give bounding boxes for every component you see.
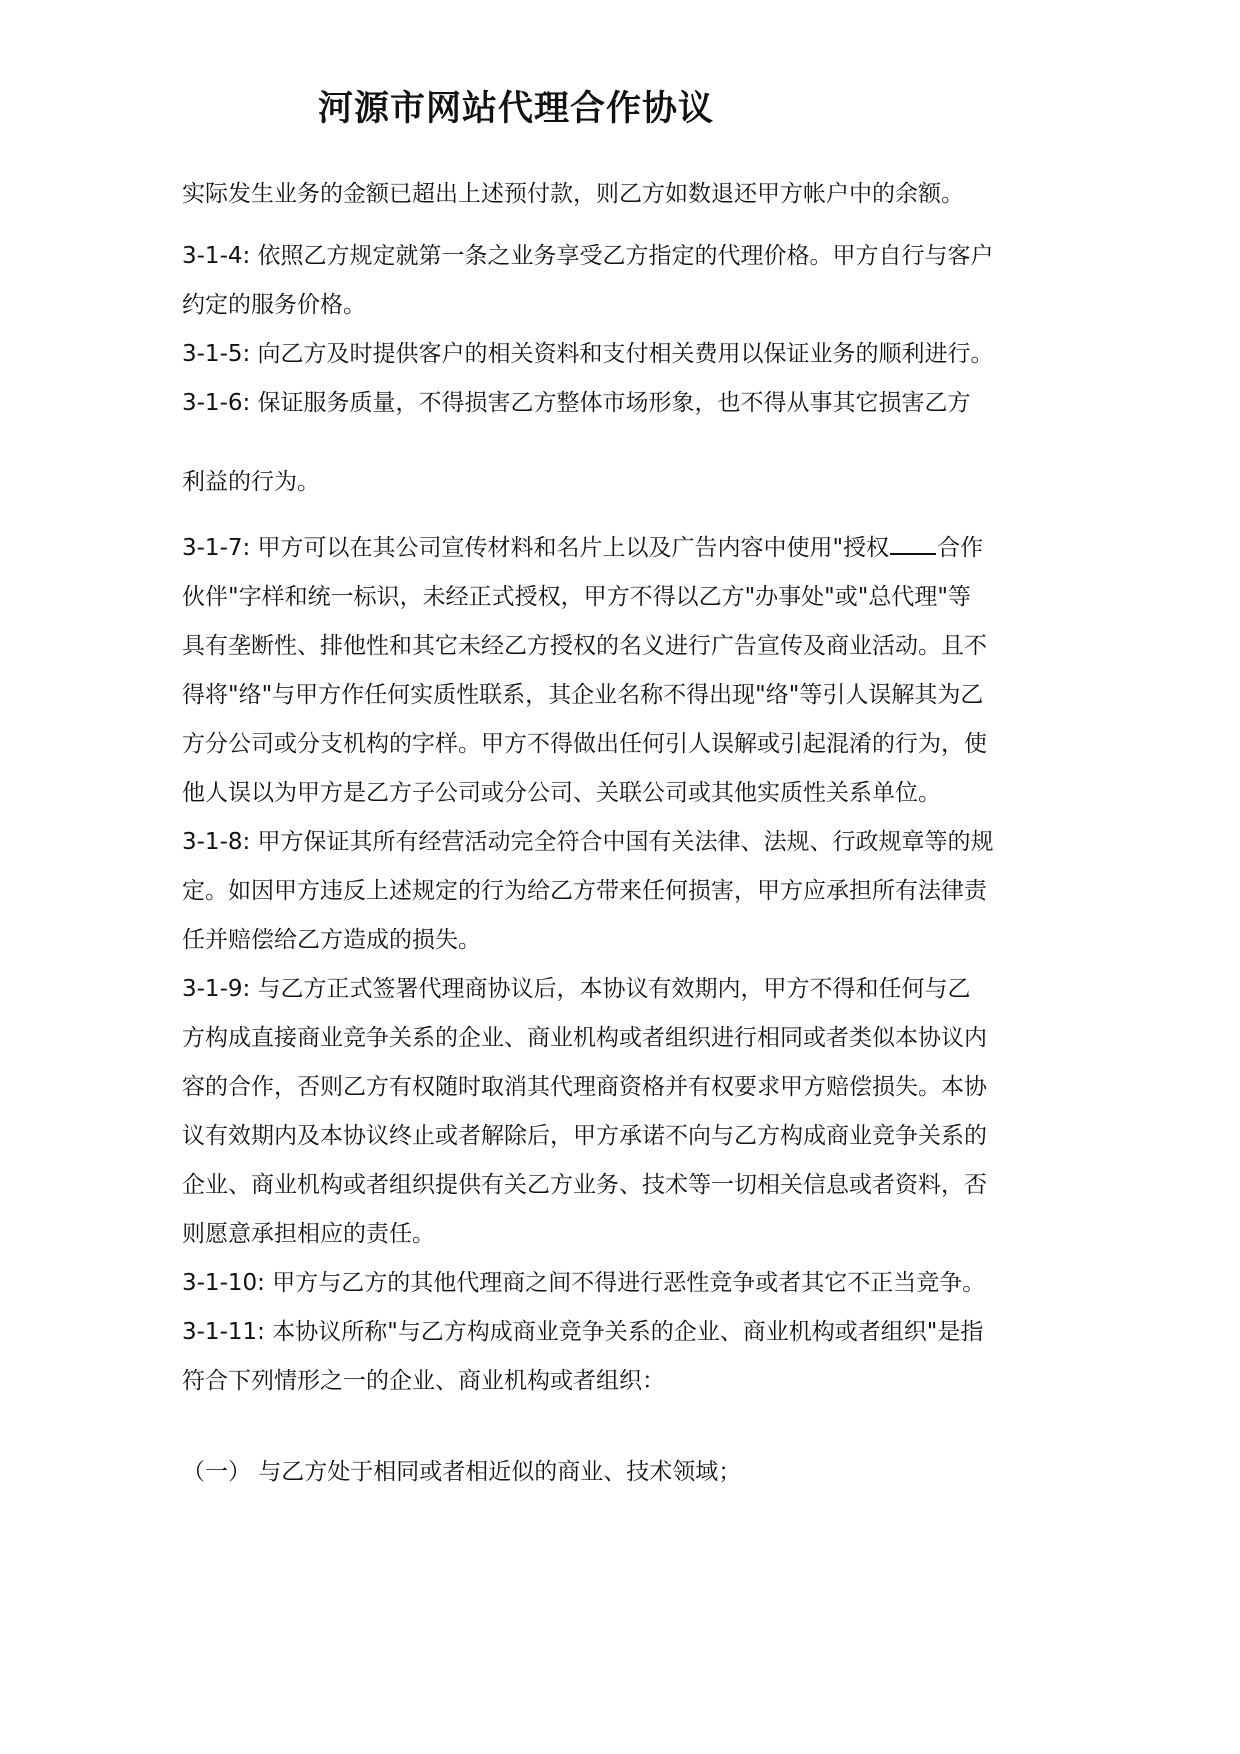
- blank-underline: [890, 533, 936, 555]
- clause-3-1-9: 3-1-9: 与乙方正式签署代理商协议后，本协议有效期内，甲方不得和任何与乙: [182, 976, 971, 1002]
- clause-3-1-10: 3-1-10: 甲方与乙方的其他代理商之间不得进行恶性竞争或者其它不正当竞争。: [182, 1270, 986, 1296]
- text-line: 符合下列情形之一的企业、商业机构或者组织：: [182, 1368, 665, 1394]
- text-segment: 3-1-7: 甲方可以在其公司宣传材料和名片上以及广告内容中使用"授权: [182, 535, 890, 561]
- paragraph-block-4: [182, 524, 1062, 1406]
- paragraph-block-1: [182, 170, 1062, 219]
- document-title: 河源市网站代理合作协议: [318, 88, 715, 129]
- clause-3-1-8: 3-1-8: 甲方保证其所有经营活动完全符合中国有关法律、法规、行政规章等的规: [182, 829, 994, 855]
- paragraph-block-5: [182, 1448, 1062, 1497]
- text-segment: 合作: [937, 535, 984, 561]
- text-line: 约定的服务价格。: [182, 292, 366, 318]
- text-line: 方分公司或分支机构的字样。甲方不得做出任何引人误解或引起混淆的行为，使: [182, 731, 987, 757]
- text-line: 伙伴"字样和统一标识，未经正式授权，甲方不得以乙方"办事处"或"总代理"等: [182, 584, 971, 610]
- text-line: 任并赔偿给乙方造成的损失。: [182, 927, 481, 953]
- paragraph-block-3: [182, 458, 1062, 507]
- clause-3-1-4: 3-1-4: 依照乙方规定就第一条之业务享受乙方指定的代理价格。甲方自行与客户: [182, 243, 994, 269]
- text-line: 则愿意承担相应的责任。: [182, 1221, 435, 1247]
- clause-3-1-11: 3-1-11: 本协议所称"与乙方构成商业竞争关系的企业、商业机构或者组织"是指: [182, 1319, 984, 1345]
- text-line: 他人误以为甲方是乙方子公司或分公司、关联公司或其他实质性关系单位。: [182, 780, 941, 806]
- text-line: 议有效期内及本协议终止或者解除后，甲方承诺不向与乙方构成商业竞争关系的: [182, 1123, 987, 1149]
- text-line: 容的合作，否则乙方有权随时取消其代理商资格并有权要求甲方赔偿损失。本协: [182, 1074, 987, 1100]
- clause-3-1-6: 3-1-6: 保证服务质量，不得损害乙方整体市场形象，也不得从事其它损害乙方: [182, 390, 971, 416]
- text-line: 得将"络"与甲方作任何实质性联系，其企业名称不得出现"络"等引人误解其为乙: [182, 682, 984, 708]
- clause-3-1-5: 3-1-5: 向乙方及时提供客户的相关资料和支付相关费用以保证业务的顺利进行。: [182, 341, 994, 367]
- text-line: 定。如因甲方违反上述规定的行为给乙方带来任何损害，甲方应承担所有法律责: [182, 878, 987, 904]
- clause-3-1-7: [182, 524, 1062, 573]
- list-item: （一） 与乙方处于相同或者相近似的商业、技术领域；: [182, 1459, 742, 1485]
- text-line: 利益的行为。: [182, 469, 320, 495]
- text-line: 具有垄断性、排他性和其它未经乙方授权的名义进行广告宣传及商业活动。且不: [182, 633, 987, 659]
- paragraph-block-2: [182, 232, 1062, 428]
- text-line: 方构成直接商业竞争关系的企业、商业机构或者组织进行相同或者类似本协议内: [182, 1025, 987, 1051]
- text-line: 企业、商业机构或者组织提供有关乙方业务、技术等一切相关信息或者资料，否: [182, 1172, 987, 1198]
- text-line: 实际发生业务的金额已超出上述预付款，则乙方如数退还甲方帐户中的余额。: [182, 181, 964, 207]
